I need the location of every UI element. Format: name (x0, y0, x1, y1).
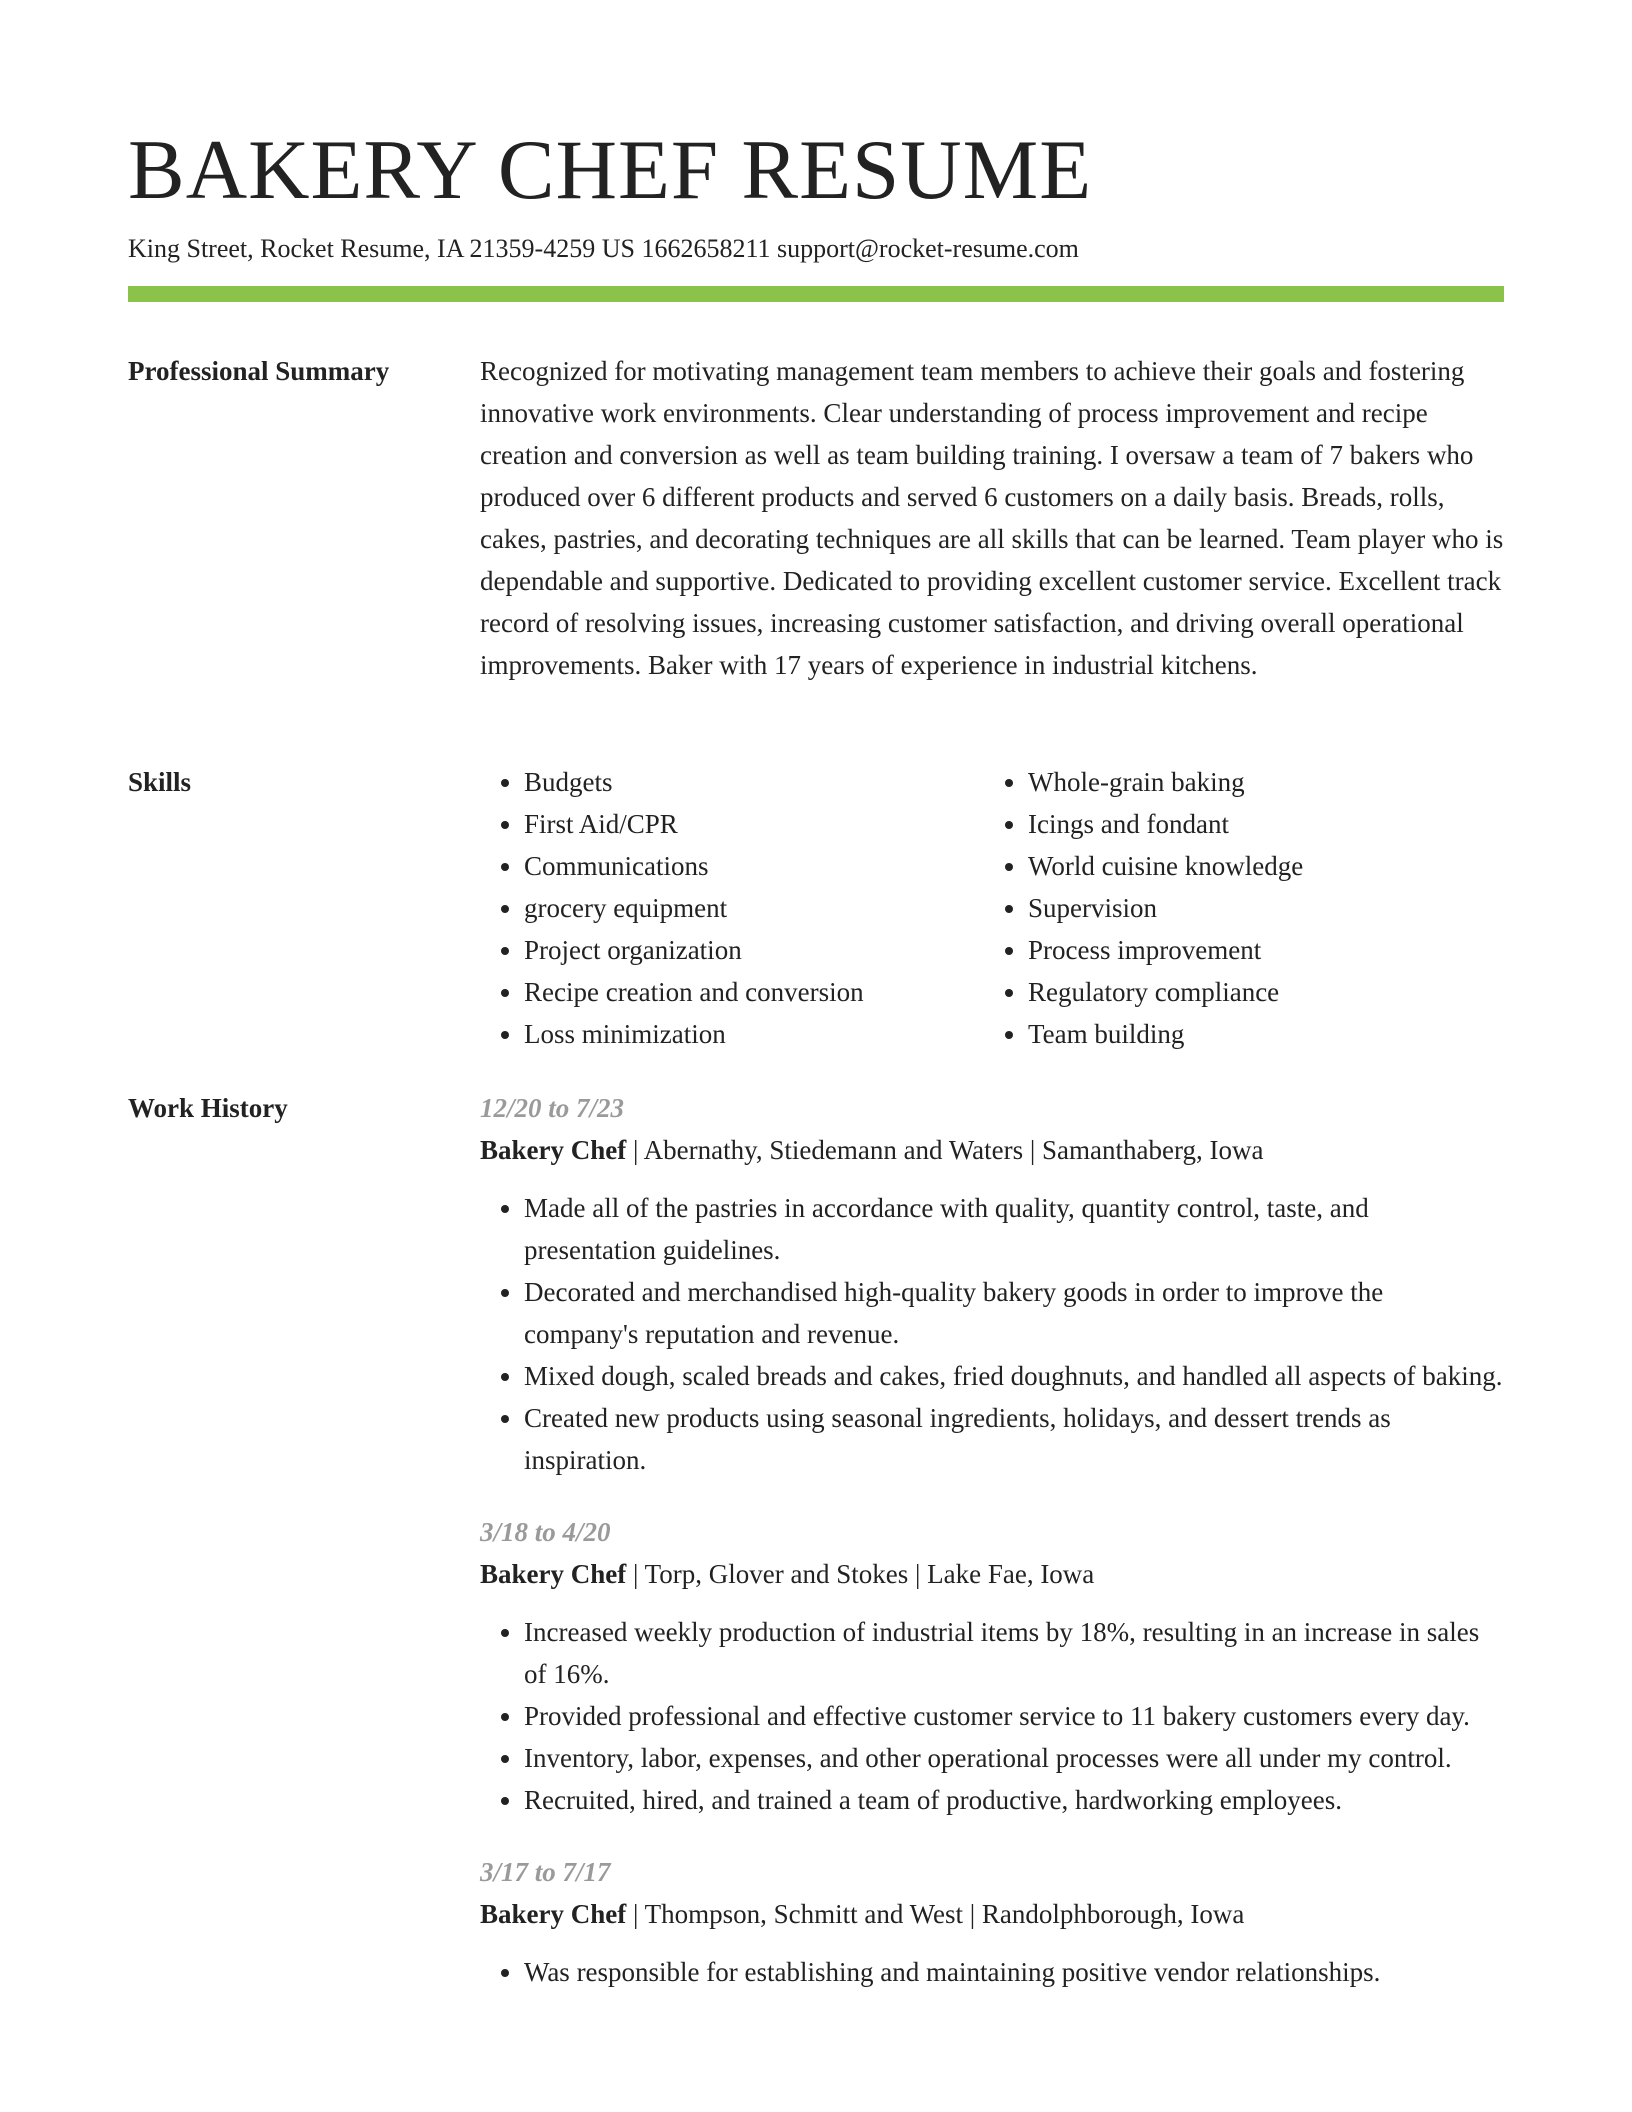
job-bullet: • Created new products using seasonal ingredients, holidays, and dessert trends as inspiration. (524, 1397, 1504, 1481)
skill-item: • Project organization (524, 929, 984, 971)
summary-text: Recognized for motivating management team members to achieve their goals and fostering innovative work environments. Clear understanding of process improvement and recipe creation and conversion as well as team building training. I oversaw a team of 7 bakers who produced over 6 different products and served 6 customers on a daily basis. Breads, rolls, cakes, pastries, and decorating techniques are all skills that can be learned. Team player who is dependable and supportive. Dedicated to providing excellent customer service. Excellent track record of resolving issues, increasing customer satisfaction, and driving overall operational improvements. Baker with 17 years of experience in industrial kitchens. (480, 356, 1504, 680)
skill-item: • World cuisine knowledge (1028, 845, 1488, 887)
job-bullet: • Provided professional and effective customer service to 11 bakery customers every day. (524, 1695, 1504, 1737)
job-entry (480, 1087, 1504, 1481)
skill-item: • Supervision (1028, 887, 1488, 929)
job-entry (480, 1851, 1504, 1993)
skill-item: • Whole-grain baking (1028, 761, 1488, 803)
job-dates: 12/20 to 7/23 (480, 1093, 625, 1123)
job-heading (480, 1893, 1504, 1935)
skill-item: • Process improvement (1028, 929, 1488, 971)
job-bullet: • Recruited, hired, and trained a team of productive, hardworking employees. (524, 1779, 1504, 1821)
skill-item: • Team building (1028, 1013, 1488, 1055)
job-bullet: • Increased weekly production of industrial items by 18%, resulting in an increase in sales of 16%. (524, 1611, 1504, 1695)
job-bullet: • Inventory, labor, expenses, and other operational processes were all under my control. (524, 1737, 1504, 1779)
job-bullets (480, 1951, 1504, 1993)
skill-item: • Regulatory compliance (1028, 971, 1488, 1013)
job-employer-location: | Torp, Glover and Stokes | Lake Fae, Iowa (626, 1559, 1095, 1589)
job-title: Bakery Chef (480, 1899, 627, 1929)
skill-item: • Icings and fondant (1028, 803, 1488, 845)
job-dates: 3/17 to 7/17 (480, 1857, 611, 1887)
work-history-heading: Work History (128, 1093, 288, 1123)
skill-item: • Recipe creation and conversion (524, 971, 984, 1013)
resume-title: BAKERY CHEF RESUME (128, 123, 1093, 217)
summary-heading: Professional Summary (128, 356, 390, 386)
job-title: Bakery Chef (480, 1559, 627, 1589)
work-history-list (480, 1087, 1504, 2023)
job-bullets (480, 1187, 1504, 1481)
job-bullet: • Mixed dough, scaled breads and cakes, fried doughnuts, and handled all aspects of baking. (524, 1355, 1504, 1397)
job-employer-location: | Thompson, Schmitt and West | Randolphborough, Iowa (626, 1899, 1245, 1929)
skill-item: • First Aid/CPR (524, 803, 984, 845)
skill-item: • Communications (524, 845, 984, 887)
job-bullet: • Was responsible for establishing and maintaining positive vendor relationships. (524, 1951, 1504, 1993)
skills-heading: Skills (128, 767, 192, 797)
skill-item: • grocery equipment (524, 887, 984, 929)
header-divider (128, 286, 1504, 302)
contact-line: King Street, Rocket Resume, IA 21359-4259 US 1662658211 support@rocket-resume.com (128, 234, 1079, 263)
job-title: Bakery Chef (480, 1135, 627, 1165)
skills-list-left (480, 761, 984, 1055)
job-dates: 3/18 to 4/20 (480, 1517, 611, 1547)
job-bullet: • Decorated and merchandised high-quality bakery goods in order to improve the company's reputation and revenue. (524, 1271, 1504, 1355)
skill-item: • Budgets (524, 761, 984, 803)
job-heading (480, 1129, 1504, 1171)
skills-list-right (984, 761, 1488, 1055)
job-heading (480, 1553, 1504, 1595)
job-entry (480, 1511, 1504, 1821)
job-bullets (480, 1611, 1504, 1821)
skill-item: • Loss minimization (524, 1013, 984, 1055)
job-employer-location: | Abernathy, Stiedemann and Waters | Samanthaberg, Iowa (626, 1135, 1264, 1165)
job-bullet: • Made all of the pastries in accordance with quality, quantity control, taste, and presentation guidelines. (524, 1187, 1504, 1271)
